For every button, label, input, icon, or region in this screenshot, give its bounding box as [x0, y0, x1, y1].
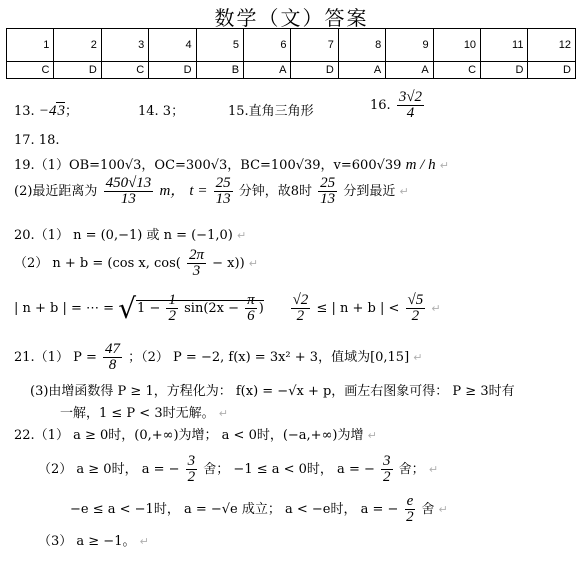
answer-letter-cell: D	[481, 62, 528, 79]
answer-number-cell: 4	[149, 29, 196, 62]
answer-number-cell: 12	[528, 29, 576, 62]
answer-number-row	[7, 29, 576, 62]
return-mark: ↵	[439, 159, 449, 172]
answer-number-cell: 8	[338, 29, 385, 62]
answer-letter-cell: D	[528, 62, 576, 79]
q20-part2: （2） n + b = (cos x, cos( $\frac{2\pi}{3}$ − x)) ↵	[14, 247, 258, 279]
q16-label: 16.	[370, 98, 391, 113]
answer-number-cell: 2	[54, 29, 101, 62]
q13-label: 13.	[14, 104, 35, 119]
answer-line-13-16: 13. −43；	[14, 103, 78, 119]
answer-letter-cell: B	[196, 62, 243, 79]
page-title: 数学（文）答案	[214, 6, 369, 30]
q22-part2: （2） a ≥ 0时， a = − $\frac{3}{2}$ 舍； −1 ≤ a < 0时， a = − $\frac{3}{2}$ 舍； ↵	[38, 453, 439, 485]
answer-number-cell: 3	[101, 29, 148, 62]
answer-number-cell: 11	[481, 29, 528, 62]
radical-icon: √	[118, 292, 137, 325]
answer-letter-row	[7, 62, 576, 79]
q14-answer: 14. 3；	[138, 104, 185, 119]
q22-part3: （3） a ≥ −1。 ↵	[38, 534, 149, 549]
q13-sqrt: 3	[57, 103, 65, 119]
answer-table	[6, 28, 576, 79]
answer-letter-cell: C	[101, 62, 148, 79]
answer-letter-cell: D	[291, 62, 338, 79]
answer-number-cell: 7	[291, 29, 338, 62]
q22-part2-cont: −e ≤ a < −1时， a = −√e 成立； a < −e时， a = − $\frac{e}{2}$ 舍 ↵	[70, 493, 448, 525]
q16-answer	[370, 90, 426, 121]
answer-letter-cell: A	[338, 62, 385, 79]
q19-part2: (2)最近距离为 $\frac{450√13}{13}$ m， t = $\frac{25}{13}$ 分钟，故8时 $\frac{25}{13}$ 分到最近 ↵	[14, 175, 409, 207]
q20-part1: 20.（1） n = (0,−1) 或 n = (−1,0) ↵	[14, 228, 247, 243]
q21-part3-line2: 一解，1 ≤ P < 3时无解。 ↵	[60, 406, 228, 421]
answer-number-cell: 9	[386, 29, 433, 62]
answer-letter-cell: C	[433, 62, 480, 79]
q16-fraction: $\frac{3√2}{4}$	[398, 89, 423, 121]
answer-letter-cell: C	[7, 62, 54, 79]
q17-18-label: 17. 18.	[14, 133, 60, 148]
answer-letter-cell: D	[149, 62, 196, 79]
answer-letter-cell: A	[386, 62, 433, 79]
q19-part1: 19.（1）OB=100√3，OC=300√3，BC=100√39，v=600√39 m / h ↵	[14, 157, 449, 173]
answer-number-cell: 1	[7, 29, 54, 62]
q20-part3: | n + b | = ⋯ = √1 − $\frac{1}{2}$ sin(2x − $\frac{\pi}{6}$ ) $\frac{√2}{2}$ ≤ | n + b | < $\frac{√5}{2}$ ↵	[14, 292, 441, 325]
answer-number-cell: 10	[433, 29, 480, 62]
q15-answer: 15.直角三角形	[228, 104, 314, 119]
q13-value: −4	[38, 103, 57, 119]
q22-part1: 22.（1） a ≥ 0时，(0,+∞)为增； a < 0时，(−a,+∞)为增 ↵	[14, 428, 377, 443]
q21-part3-line1: (3)由增函数得 P ≥ 1，方程化为： f(x) = −√x + p，画左右图象可得： P ≥ 3时有	[30, 384, 515, 399]
answer-number-cell: 6	[244, 29, 291, 62]
answer-letter-cell: A	[244, 62, 291, 79]
q21-part1-2: 21.（1） P = $\frac{47}{8}$ ；（2） P = −2, f(x) = 3x² + 3，值域为[0,15] ↵	[14, 341, 423, 373]
answer-letter-cell: D	[54, 62, 101, 79]
answer-number-cell: 5	[196, 29, 243, 62]
